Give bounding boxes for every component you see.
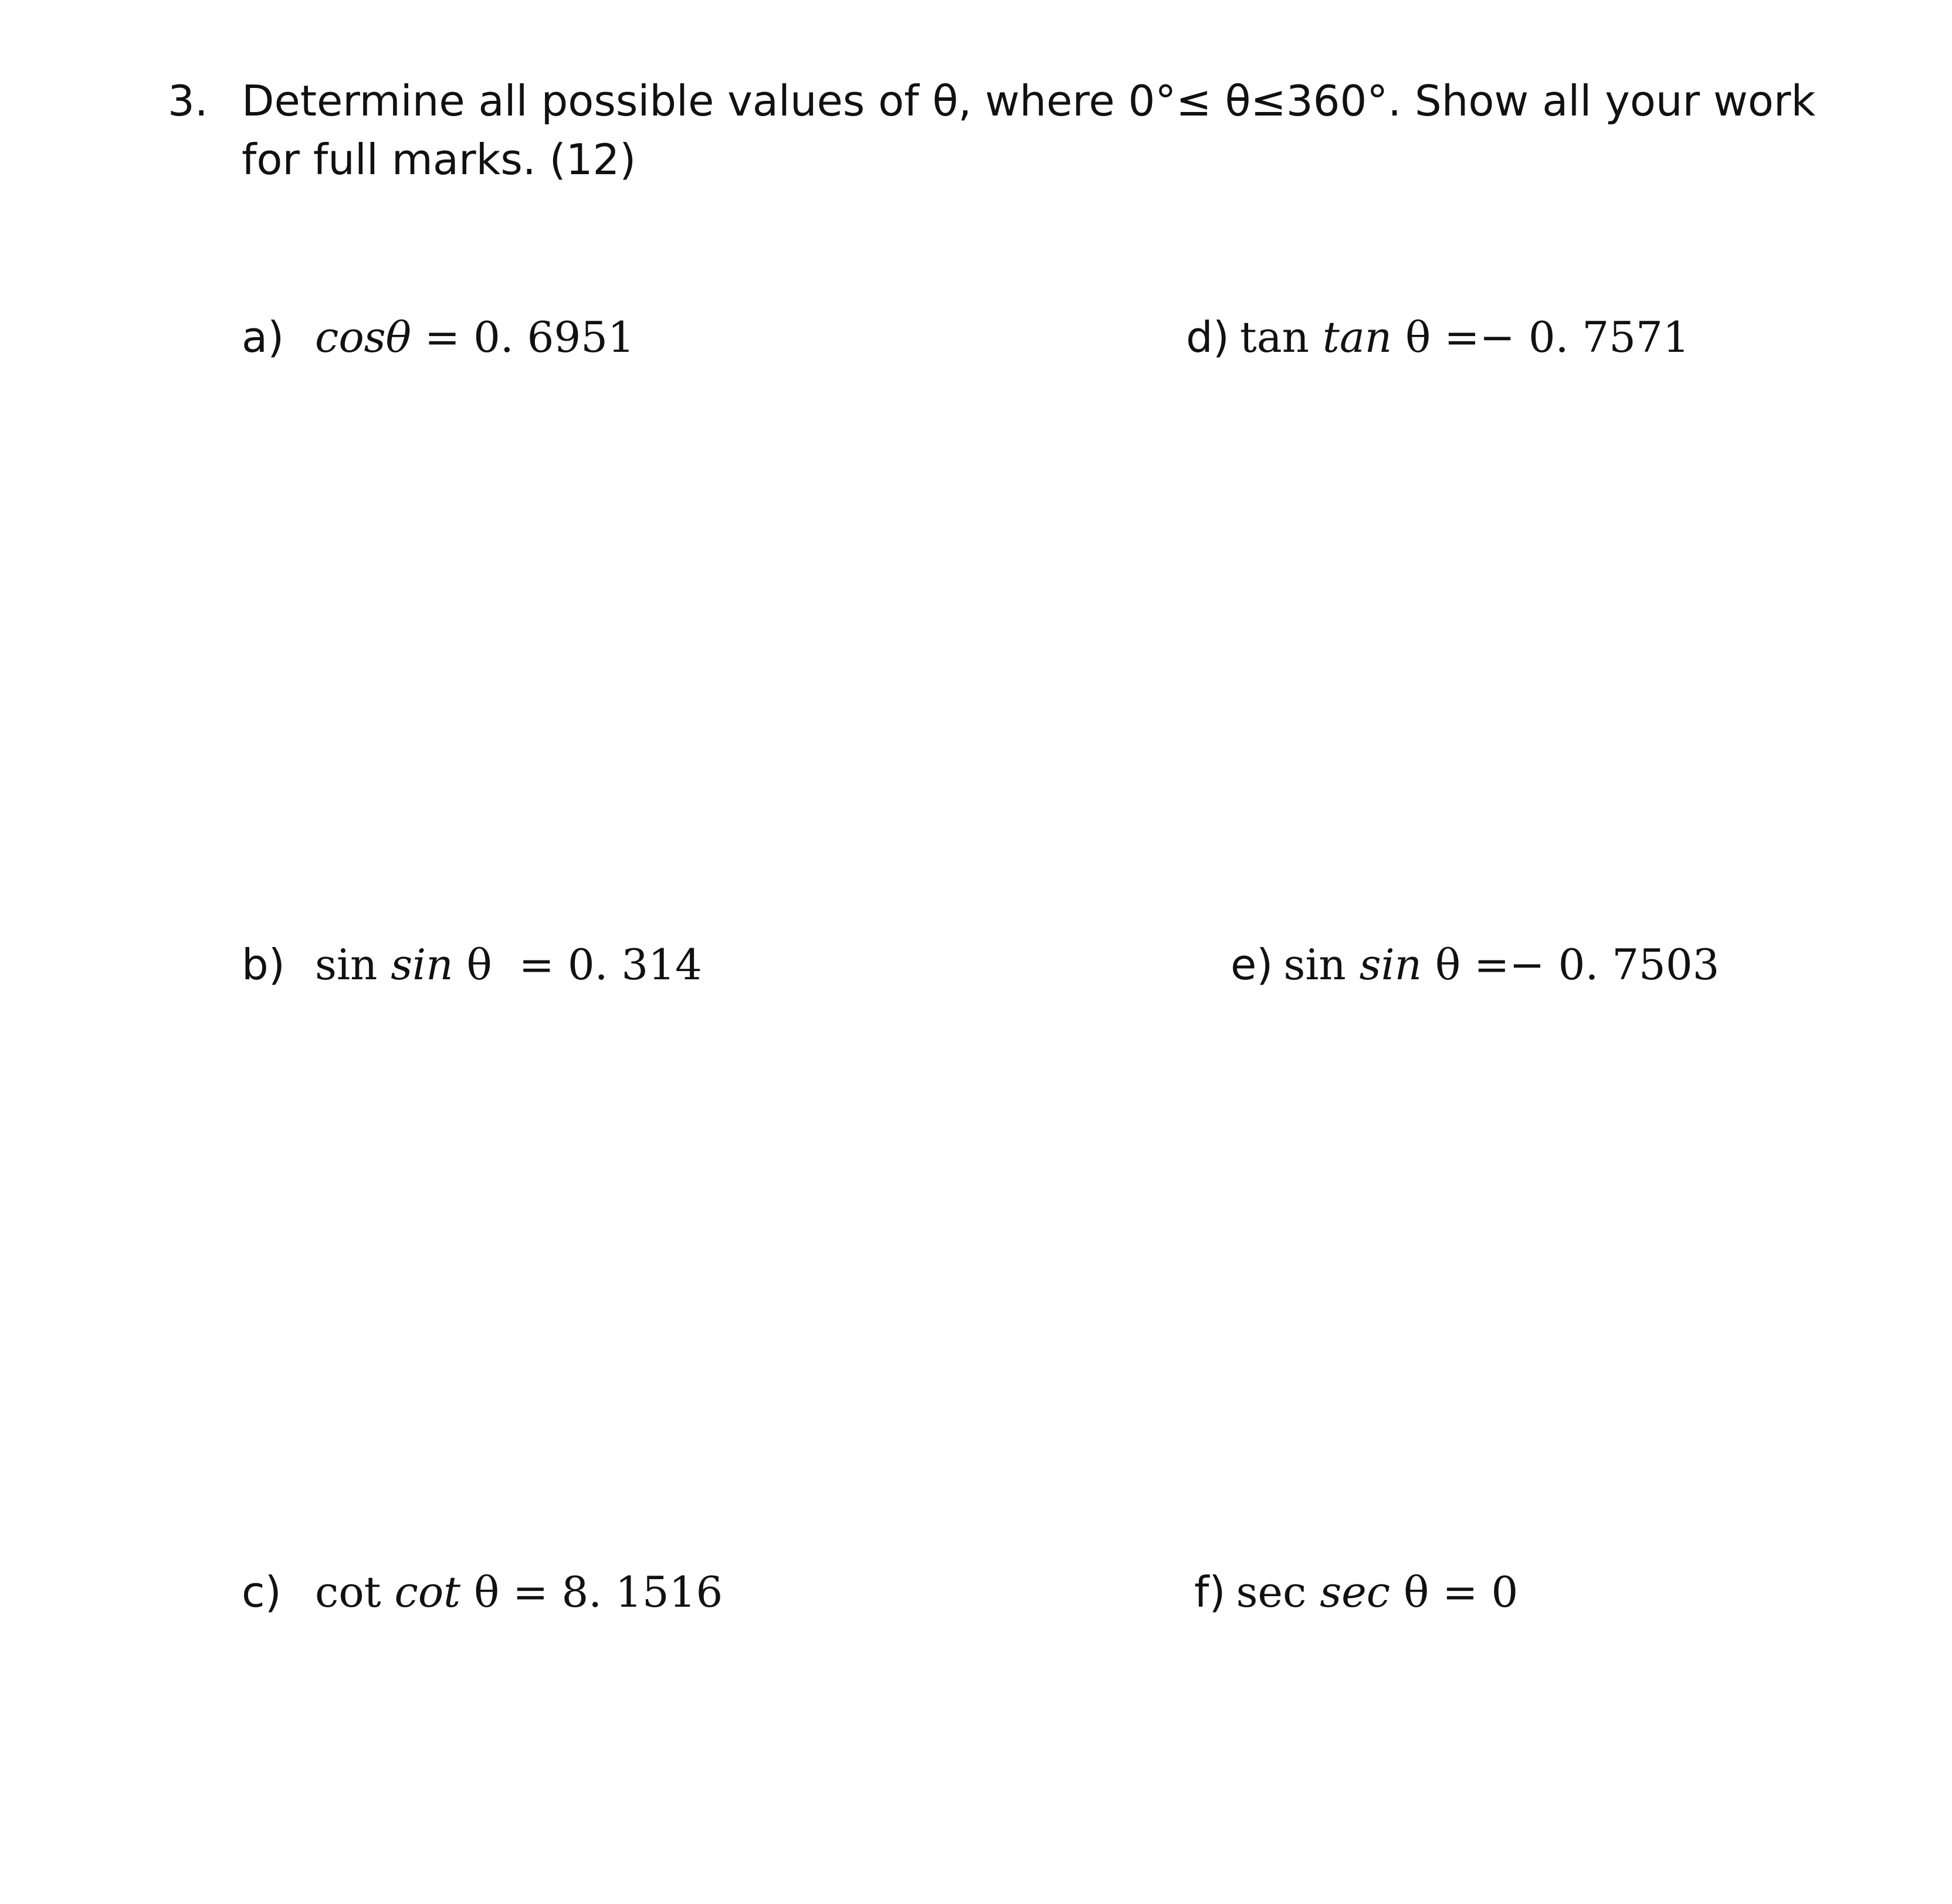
question-number: 3. [168,76,208,125]
part-e-value: θ =− 0. 7503 [1421,940,1720,989]
part-d [1186,311,1690,364]
part-b [242,938,702,992]
part-d-func-italic: tan [1322,313,1392,362]
part-b-label: b) [242,940,285,989]
part-c-func-italic: cot [394,1567,461,1617]
part-c-func: cot [315,1567,395,1617]
part-c-value: θ = 8. 1516 [460,1567,723,1617]
part-b-func-italic: sin [391,940,453,989]
part-a-label: a) [242,313,284,362]
part-d-label: d) [1186,313,1229,362]
part-e [1231,938,1719,992]
part-f [1194,1566,1518,1619]
part-d-equation [1240,311,1690,364]
part-f-func: sec [1236,1567,1320,1617]
part-a-value: = 0. 6951 [411,313,635,362]
part-a-equation [315,311,635,364]
part-c [242,1566,723,1619]
part-e-equation [1283,938,1719,991]
part-b-func: sin [315,940,391,989]
part-f-value: θ = 0 [1390,1567,1519,1617]
part-a-func-italic: cosθ [315,313,411,362]
part-c-label: c) [242,1567,282,1617]
part-d-value: θ =− 0. 7571 [1392,313,1690,362]
part-e-label: e) [1231,940,1273,989]
part-a [242,311,635,364]
part-b-value: θ = 0. 314 [453,940,702,989]
part-e-func: sin [1283,940,1360,989]
question-text: Determine all possible values of θ, where 0°≤ θ≤360°. Show all your work for full marks. (12) [242,76,1816,184]
part-c-equation [315,1566,723,1618]
part-b-equation [315,938,702,991]
part-f-equation [1236,1566,1518,1618]
part-f-func-italic: sec [1320,1567,1391,1617]
part-f-label: f) [1194,1567,1226,1617]
part-d-func: tan [1239,313,1323,362]
part-e-func-italic: sin [1359,940,1422,989]
